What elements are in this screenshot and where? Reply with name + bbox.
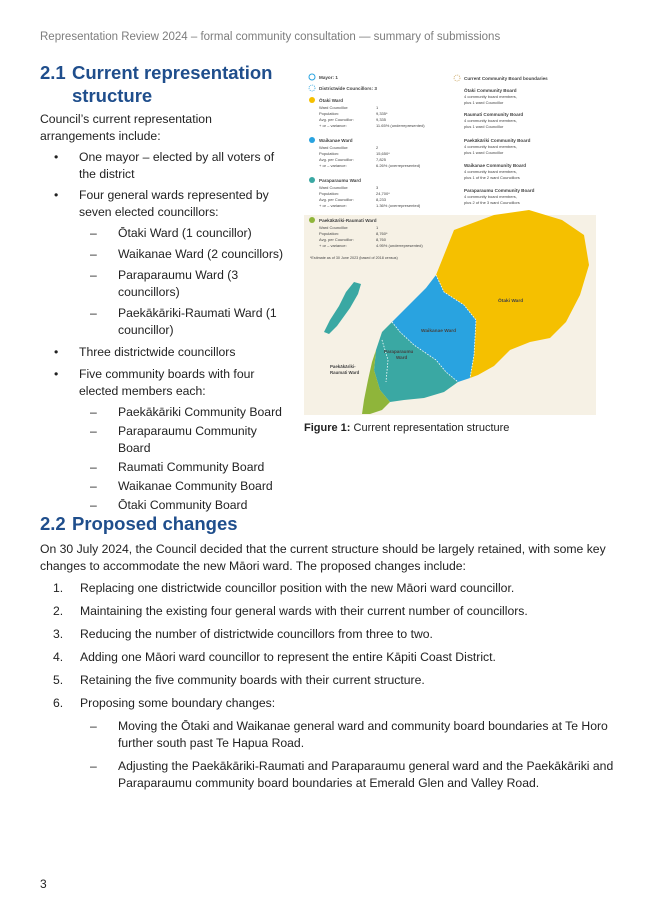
list-item-text: Reducing the number of districtwide councillors from three to two.: [80, 627, 433, 641]
ward-item: – Paraparaumu Ward (3 councillors): [90, 268, 239, 299]
ward-item: – Waikanae Ward (2 councillors): [90, 247, 284, 261]
legend-board-desc: plus 2 of the 3 ward Councillors: [464, 200, 520, 205]
legend-field-label: Ward Councillor:: [319, 145, 349, 150]
list-item: [40, 672, 615, 689]
legend-value: 6.26% (overrepresented): [376, 163, 421, 168]
map-label-waikanae: Waikanae Ward: [421, 329, 457, 334]
list-number: 5.: [53, 673, 64, 687]
representation-map: [304, 70, 596, 415]
legend-board-name: Raumati Community Board: [464, 112, 524, 117]
legend-field-label: Ward Councillor:: [319, 185, 349, 190]
community-board-boundary-icon: [454, 75, 460, 81]
legend-field-label: + or – variance:: [319, 243, 347, 248]
list-item: • Five community boards with four elected members each:: [40, 366, 290, 400]
legend-board-desc: 4 community board members,: [464, 94, 517, 99]
sub-list-item-text: Moving the Ōtaki and Waikanae general ward and community board boundaries at Te Horo further south past Te Hapua Road.: [118, 719, 608, 750]
section-title-line2: structure: [72, 85, 153, 106]
ward-item: – Paekākāriki-Raumati Ward (1 councillor): [90, 306, 277, 337]
legend-value: 8,233: [376, 197, 387, 202]
map-label-otaki: Ōtaki Ward: [498, 299, 524, 304]
legend-value: 2: [376, 145, 379, 150]
ward-item-text: Ōtaki Ward (1 councillor): [118, 226, 252, 240]
board-item-text: Paraparaumu Community Board: [118, 424, 257, 455]
ward-item-text: Waikanae Ward (2 councillors): [118, 247, 284, 261]
legend-value: 3: [376, 185, 379, 190]
ward-color-dot: [309, 177, 315, 183]
legend-field-label: Population:: [319, 191, 340, 196]
legend-field-label: + or – variance:: [319, 163, 347, 168]
ward-item: – Ōtaki Ward (1 councillor): [90, 226, 252, 240]
section-number: 2.2: [40, 513, 66, 534]
legend-ward-name: Paekākāriki-Raumati Ward: [319, 218, 377, 223]
list-item-text: Retaining the five community boards with their current structure.: [80, 673, 425, 687]
legend-mayor: Mayor: 1: [319, 75, 338, 80]
ward-item-text: Paekākāriki-Raumati Ward (1 councillor): [118, 306, 277, 337]
legend-ward-name: Ōtaki Ward: [319, 98, 344, 103]
list-item: • Three districtwide councillors: [40, 344, 290, 361]
legend-field-label: Population:: [319, 111, 340, 116]
legend-districtwide: Districtwide Councillors: 3: [319, 86, 377, 91]
map-label-paraparaumu: Paraparaumu: [384, 349, 414, 354]
legend-board-desc: plus 1 of the 2 ward Councillors: [464, 175, 520, 180]
list-item-text: Maintaining the existing four general wards with their current number of councillors.: [80, 604, 528, 618]
legend-value: 8,760*: [376, 231, 388, 236]
list-item: [40, 580, 615, 597]
page-number: 3: [40, 877, 47, 891]
board-item-text: Ōtaki Community Board: [118, 498, 248, 512]
list-item: [40, 626, 615, 643]
legend-board-desc: 4 community board members,: [464, 194, 517, 199]
ward-color-dot: [309, 97, 315, 103]
list-number: 2.: [53, 604, 64, 618]
legend-value: 1.36% (overrepresented): [376, 203, 421, 208]
section-title-line1: Current representation: [72, 62, 273, 83]
section-heading-2-1: [40, 61, 280, 107]
section-intro: On 30 July 2024, the Council decided that the current structure should be largely retained, with some key changes to accommodate the new Māori ward. The proposed changes include:: [40, 542, 606, 573]
board-item: – Raumati Community Board: [90, 460, 265, 474]
board-item-text: Waikanae Community Board: [118, 479, 273, 493]
sub-list-item-text: Adjusting the Paekākāriki-Raumati and Paraparaumu general ward and the Paekākāriki and Paraparaumu community board boundaries at Emerald Glen and Valley Road.: [118, 759, 614, 790]
legend-field-label: + or – variance:: [319, 123, 347, 128]
legend-footnote: *Estimate as of 30 June 2023 (based of 2018 census): [310, 256, 398, 260]
map-label-paekakariki-2: Raumati Ward: [330, 370, 360, 375]
proposed-changes-list: [40, 580, 615, 792]
list-item-text: Adding one Māori ward councillor to represent the entire Kāpiti Coast District.: [80, 650, 496, 664]
representation-map-figure: [304, 70, 596, 415]
section-number: 2.1: [40, 62, 66, 83]
legend-field-label: Avg. per Councillor:: [319, 117, 354, 122]
legend-field-label: + or – variance:: [319, 203, 347, 208]
list-item: [40, 603, 615, 620]
kapiti-island: [324, 282, 361, 334]
legend-board-name: Paraparaumu Community Board: [464, 188, 535, 193]
list-item-text: Replacing one districtwide councillor position with the new Māori ward councillor.: [80, 581, 515, 595]
legend-value: 24,700*: [376, 191, 390, 196]
legend-value: 9,335: [376, 117, 387, 122]
legend-board-name: Paekākāriki Community Board: [464, 138, 531, 143]
legend-field-label: Population:: [319, 231, 340, 236]
board-item: – Paraparaumu Community Board: [90, 424, 257, 455]
ward-color-dot: [309, 137, 315, 143]
board-item: – Waikanae Community Board: [90, 479, 273, 493]
list-item: • One mayor – elected by all voters of the district: [40, 149, 290, 183]
list-number: 1.: [53, 581, 64, 595]
legend-boards-title: Current Community Board boundaries: [464, 76, 548, 81]
list-number: 3.: [53, 627, 64, 641]
board-item: – Paekākāriki Community Board: [90, 405, 282, 419]
list-item: [40, 649, 615, 666]
representation-list: [40, 149, 290, 514]
section-title: Proposed changes: [72, 513, 238, 534]
legend-value: 1: [376, 105, 379, 110]
legend-value: 9,335*: [376, 111, 388, 116]
legend-board-desc: 4 community board members,: [464, 144, 517, 149]
list-item: [40, 695, 615, 712]
districtwide-icon: [309, 85, 315, 91]
running-header: Representation Review 2024 – formal community consultation — summary of submissions: [40, 31, 501, 43]
board-item-text: Raumati Community Board: [118, 460, 265, 474]
legend-ward-name: Waikanae Ward: [319, 138, 353, 143]
list-number: 6.: [53, 696, 64, 710]
legend-field-label: Avg. per Councillor:: [319, 237, 354, 242]
ward-color-dot: [309, 217, 315, 223]
sub-list-item: – Adjusting the Paekākāriki-Raumati and Paraparaumu general ward and the Paekākāriki and Paraparaumu community board boundaries at Emerald Glen and Valley Road.: [90, 759, 614, 790]
section-intro: Council’s current representation arrangements include:: [40, 112, 212, 143]
legend-field-label: Avg. per Councillor:: [319, 157, 354, 162]
map-label-paekakariki: Paekākāriki-: [330, 364, 356, 369]
board-item: – Ōtaki Community Board: [90, 498, 248, 512]
legend-value: 4.95% (underrepresented): [376, 243, 423, 248]
figure-caption-label: Figure 1:: [304, 422, 351, 434]
legend-board-desc: plus 1 ward Councillor: [464, 150, 504, 155]
legend-value: 11.65% (underrepresented): [376, 123, 425, 128]
legend-field-label: Ward Councillor:: [319, 225, 349, 230]
ward-item-text: Paraparaumu Ward (3 councillors): [118, 268, 239, 299]
legend-value: 7,825: [376, 157, 387, 162]
legend-field-label: Ward Councillor:: [319, 105, 349, 110]
section-heading-2-2: [40, 512, 238, 535]
legend-ward-name: Paraparaumu Ward: [319, 178, 361, 183]
legend-board-desc: 4 community board members,: [464, 169, 517, 174]
list-item: • Four general wards represented by seven elected councillors:: [40, 187, 290, 221]
figure-caption-text: Current representation structure: [353, 422, 510, 434]
legend-field-label: Avg. per Councillor:: [319, 197, 354, 202]
figure-caption: [304, 422, 509, 434]
legend-board-desc: plus 1 ward Councillor: [464, 124, 504, 129]
list-item-text: Proposing some boundary changes:: [80, 696, 276, 710]
legend-board-desc: 4 community board members,: [464, 118, 517, 123]
mayor-icon: [309, 74, 315, 80]
board-item-text: Paekākāriki Community Board: [118, 405, 282, 419]
map-label-paraparaumu-2: Ward: [396, 355, 408, 360]
legend-value: 15,650*: [376, 151, 390, 156]
list-number: 4.: [53, 650, 64, 664]
legend-board-name: Ōtaki Community Board: [464, 88, 517, 93]
legend-field-label: Population:: [319, 151, 340, 156]
legend-value: 1: [376, 225, 379, 230]
legend-board-name: Waikanae Community Board: [464, 163, 527, 168]
legend-board-desc: plus 1 ward Councillor: [464, 100, 504, 105]
legend-value: 8,760: [376, 237, 387, 242]
sub-list-item: – Moving the Ōtaki and Waikanae general ward and community board boundaries at Te Horo further south past Te Hapua Road.: [90, 719, 608, 750]
